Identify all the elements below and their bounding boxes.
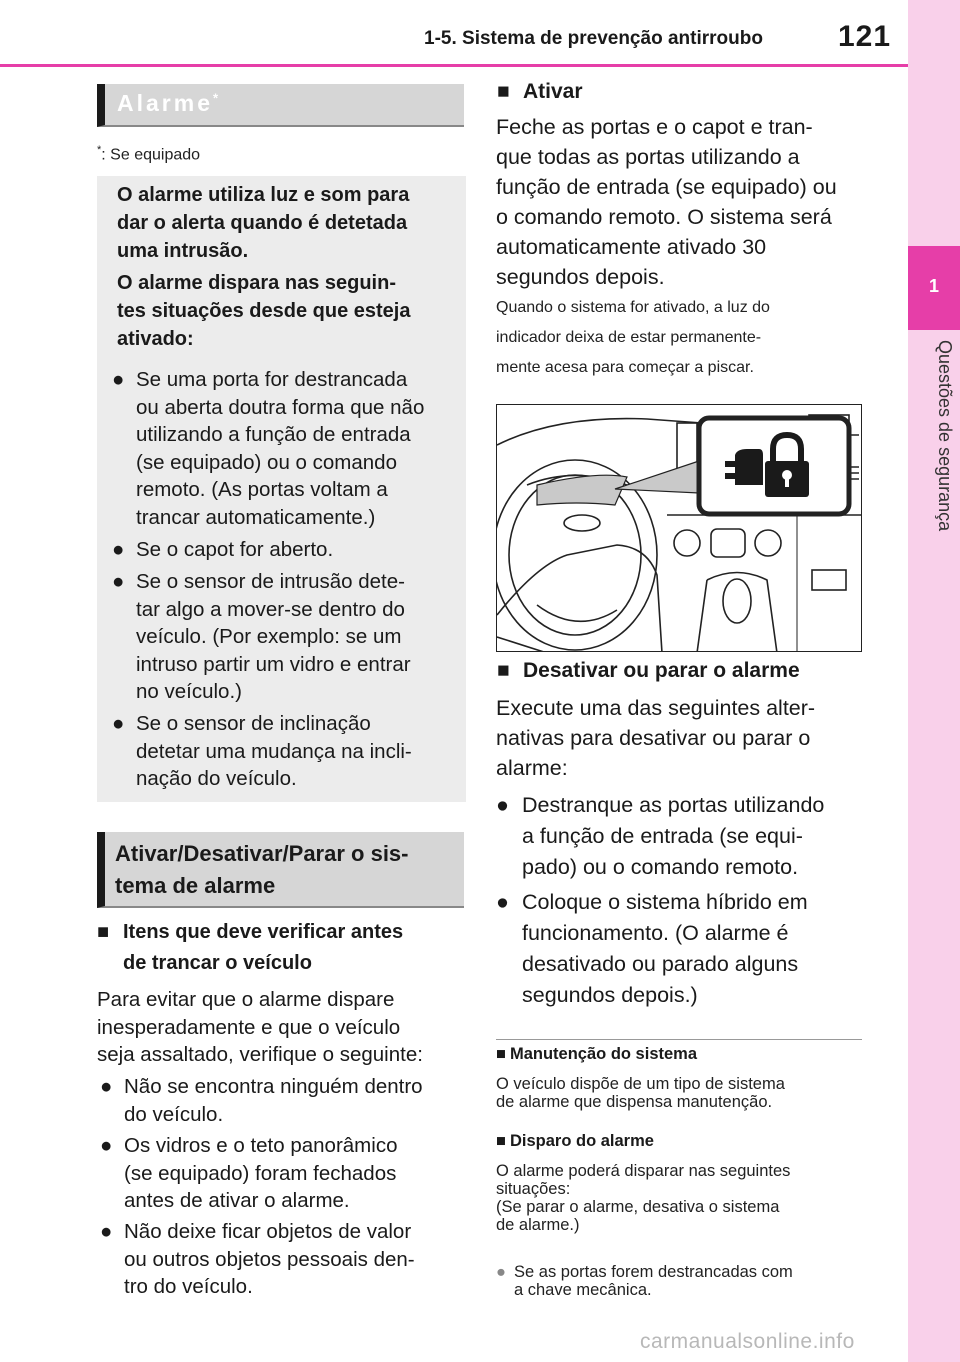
- list-item: ● Se o capot for aberto.: [112, 538, 334, 561]
- list-item: ● Se as portas forem destrancadas com a chave mecânica.: [496, 1263, 793, 1299]
- notes-divider: [496, 1039, 862, 1040]
- list-item: ● Se uma porta for destrancada ou aberta doutra forma que não utilizando a função de entrada (se equipado) ou o comando remoto. (As portas voltam a trancar automaticamente.): [112, 368, 425, 529]
- header-rule: [0, 64, 908, 67]
- section-title: Alarme*: [117, 90, 219, 116]
- dashboard-drawing: [497, 405, 862, 652]
- activate-note: Quando o sistema for ativado, a luz do indicador deixa de estar permanente- mente acesa para começar a piscar.: [496, 299, 770, 376]
- list-item: ● Os vidros e o teto panorâmico (se equipado) foram fechados antes de ativar o alarme.: [100, 1134, 398, 1212]
- running-header: 1-5. Sistema de prevenção antirroubo: [424, 28, 763, 49]
- list-item: ● Destranque as portas utilizando a função de entrada (se equi- pado) ou o comando remoto.: [496, 793, 825, 879]
- intro-text-2: O alarme dispara nas seguin- tes situações desde que esteja ativado:: [117, 272, 411, 350]
- activate-heading: ■ Ativar: [497, 80, 583, 103]
- maintenance-heading: ■ Manutenção do sistema: [496, 1045, 698, 1063]
- watermark: carmanualsonline.info: [640, 1330, 855, 1353]
- list-item: ● Se o sensor de intrusão dete- tar algo a mover-se dentro do veículo. (Por exemplo: se um intruso partir um vidro e entrar no veículo.): [112, 570, 411, 703]
- system-section-bar: [97, 832, 464, 908]
- trigger-heading: ■ Disparo do alarme: [496, 1132, 654, 1150]
- list-item: ● Se o sensor de inclinação detetar uma mudança na incli- nação do veículo.: [112, 712, 412, 790]
- alarm-section-bar: [97, 84, 464, 127]
- deactivate-text: Execute uma das seguintes alter- nativas para desativar ou parar o alarme:: [496, 696, 816, 780]
- chapter-label: Questões de segurança: [935, 340, 955, 532]
- equipped-footnote: *: Se equipado: [97, 144, 201, 164]
- chapter-tab-strip: [908, 0, 960, 1362]
- deactivate-heading: ■ Desativar ou parar o alarme: [497, 659, 800, 682]
- intro-text-1: O alarme utiliza luz e som para dar o alerta quando é detetada uma intrusão.: [117, 184, 410, 262]
- list-item: ● Não se encontra ninguém dentro do veículo.: [100, 1075, 423, 1126]
- chapter-number: 1: [928, 276, 939, 296]
- check-items-intro: Para evitar que o alarme dispare inesperadamente e que o veículo seja assaltado, verifique o seguinte:: [97, 988, 423, 1066]
- page-number: 121: [838, 20, 892, 53]
- list-item: ● Coloque o sistema híbrido em funcionamento. (O alarme é desativado ou parado alguns segundos depois.): [496, 890, 808, 1007]
- check-items-heading: ■ Itens que deve verificar antes de trancar o veículo: [97, 921, 404, 974]
- trigger-text: O alarme poderá disparar nas seguintes situações: (Se parar o alarme, desativa o sistema de alarme.): [496, 1162, 791, 1234]
- maintenance-text: O veículo dispõe de um tipo de sistema de alarme que dispensa manutenção.: [496, 1075, 785, 1111]
- list-item: ● Não deixe ficar objetos de valor ou outros objetos pessoais den- tro do veículo.: [100, 1220, 415, 1298]
- section-title: Ativar/Desativar/Parar o sis- tema de alarme: [115, 841, 409, 898]
- activate-text: Feche as portas e o capot e tran- que todas as portas utilizando a função de entrada (se equipado) ou o comando remoto. O sistema será automaticamente ativado 30 segundos depois.: [496, 115, 837, 289]
- dashboard-illustration: [496, 404, 862, 652]
